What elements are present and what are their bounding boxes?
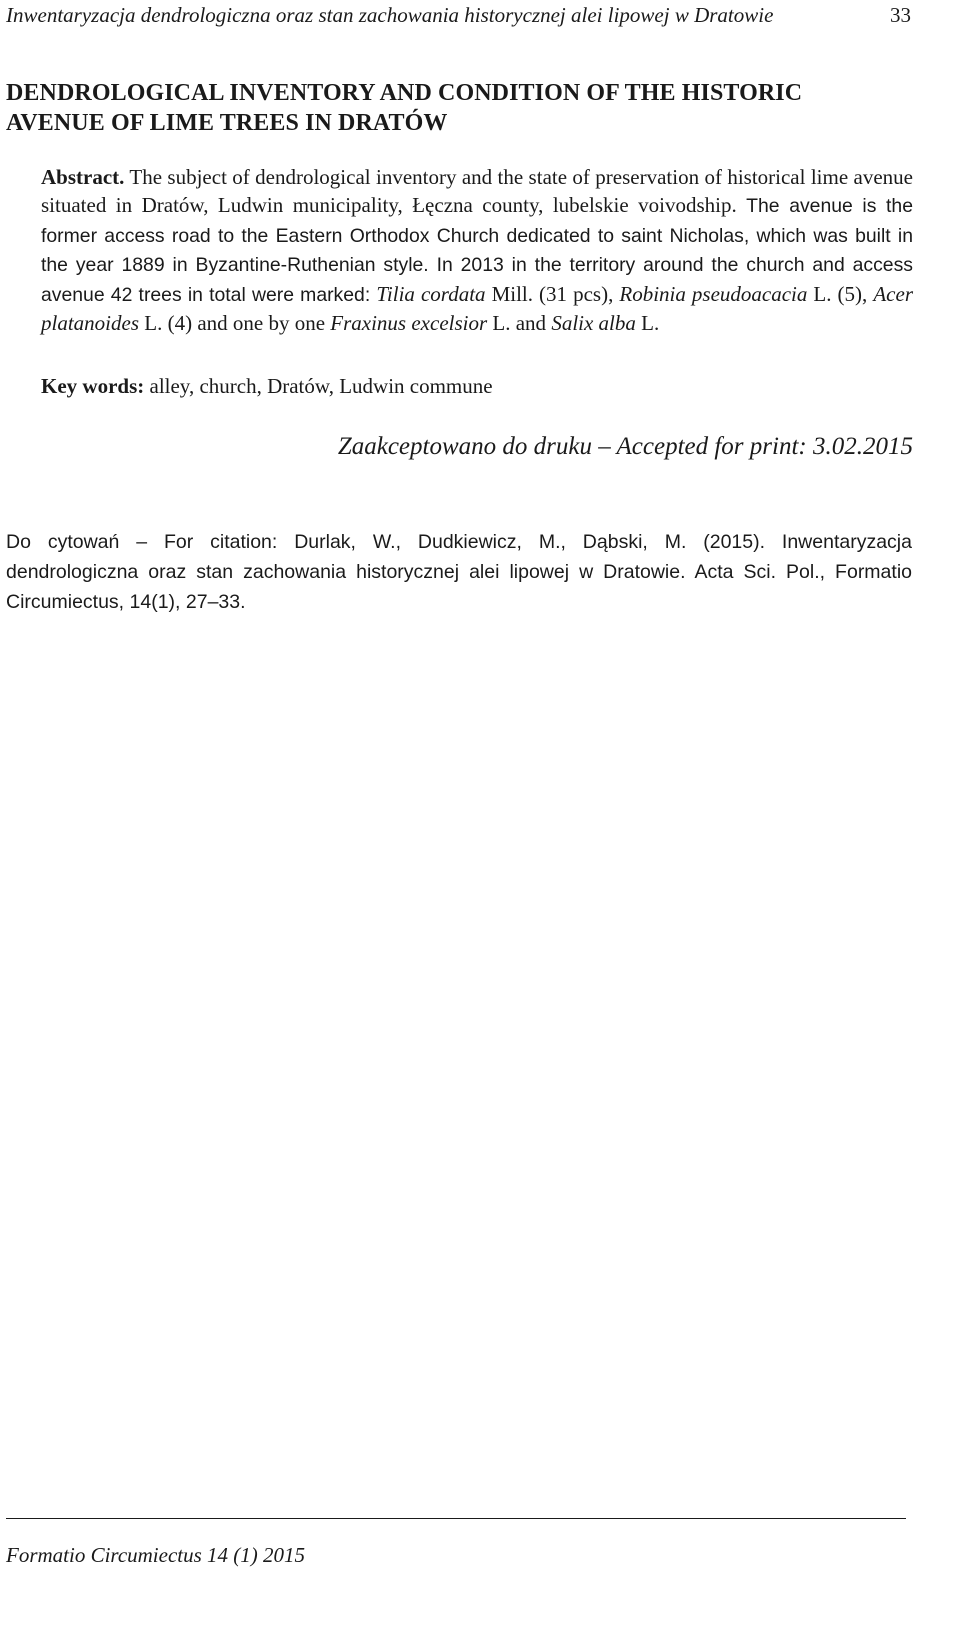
abstract-text-6: L. and: [487, 311, 552, 336]
abstract-text-7: L.: [635, 311, 660, 336]
species-robinia-pseudoacacia: Robinia pseudoacacia: [619, 281, 808, 306]
abstract-text-5: L. (4) and one by one: [139, 311, 331, 336]
article-title-line-2: AVENUE OF LIME TREES IN DRATÓW: [6, 110, 448, 136]
species-salix-alba: Salix alba: [551, 311, 636, 336]
species-acer-platanoides: Acer platanoides: [41, 281, 913, 336]
running-head-title: Inwentaryzacja dendrologiczna oraz stan zachowania historycznej alei lipowej w Dratowie: [6, 3, 774, 27]
page-number: 33: [890, 3, 911, 27]
abstract-text-1: The subject of dendrological inventory and the state of preservation of historical lime avenue situated in Dratów, Ludwin municipality, Łęczna county, lubelskie voivodship.: [41, 165, 913, 218]
running-head: [6, 0, 911, 30]
keywords-label: Key words:: [41, 374, 145, 398]
abstract: [41, 163, 913, 337]
abstract-text-3: Mill. (31 pcs),: [485, 281, 620, 306]
abstract-text-2: The avenue is the former access road to the Eastern Orthodox Church dedicated to saint Nicholas, which was built in the year 1889 in Byzantine-Ruthenian style. In 2013 in the territory around the church and access avenue 42 trees in total were marked:: [41, 195, 913, 306]
abstract-label: Abstract.: [41, 165, 125, 189]
footer-rule: [6, 1518, 906, 1519]
keywords: [41, 372, 913, 400]
keywords-text: alley, church, Dratów, Ludwin commune: [144, 374, 493, 398]
accepted-for-print: Zaakceptowano do druku – Accepted for print: 3.02.2015: [337, 433, 913, 460]
article-title-line-1: DENDROLOGICAL INVENTORY AND CONDITION OF THE HISTORIC: [6, 80, 803, 106]
journal-footer: Formatio Circumiectus 14 (1) 2015: [6, 1543, 306, 1567]
abstract-text-4: L. (5),: [807, 281, 874, 306]
citation: Do cytowań – For citation: Durlak, W., Dudkiewicz, M., Dąbski, M. (2015). Inwentaryzacja dendrologiczna oraz stan zachowania historycznej alei lipowej w Dratowie. Acta Sci. Pol., Formatio Circumiectus, 14(1), 27–33.: [6, 531, 912, 613]
species-tilia-cordata: Tilia cordata: [376, 281, 486, 306]
species-fraxinus-excelsior: Fraxinus excelsior: [330, 311, 488, 336]
article-title: [6, 78, 906, 138]
